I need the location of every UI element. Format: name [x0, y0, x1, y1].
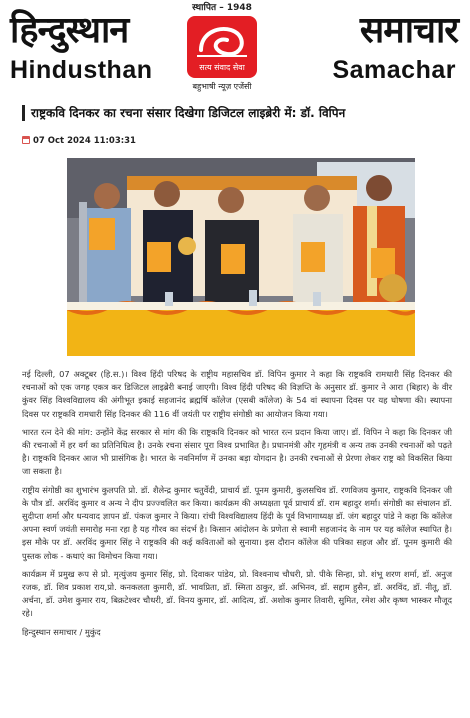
article-body	[22, 368, 452, 639]
article-paragraph: नई दिल्ली, 07 अक्टूबर (हि.स.)। विश्व हिंदी परिषद के राष्ट्रीय महासचिव डॉ. विपिन कुमार ने कहा कि राष्ट्रकवि रामधारी सिंह दिनकर की रचनाओं को एक जगह एकत्र कर डिजिटल लाइब्रेरी बनाई जाएगी। विश्व हिंदी परिषद की विज्ञप्ति के अनुसार डॉ. कुमार ने आरा (बिहार) के वीर कुंवर सिंह विश्वविद्यालय की अंगीभूत इकाई सहजानंद ब्रह्मर्षि कॉलेज (एसबी कॉलेज) के 54 वां स्थापना दिवस पर यह घोषणा की। स्थापना दिवस पर राष्ट्रकवि रामधारी सिंह दिनकर की 116 वीं जयंती पर राष्ट्रीय संगोष्ठी का आयोजन किया गया।	[22, 369, 452, 419]
event-photo-illustration	[67, 158, 415, 356]
logo-text: सत्य संवाद सेवा	[199, 63, 245, 72]
established-label: स्थापित – 1948	[192, 3, 252, 13]
brand-hindi-right: समाचार	[359, 9, 458, 51]
conch-logo-icon	[187, 16, 257, 78]
article-paragraph: राष्ट्रीय संगोष्ठी का शुभारंभ कुलपति प्रो. डॉ. शैलेन्द्र कुमार चतुर्वेदी, प्राचार्य डॉ. पूनम कुमारी, कुलसचिव डॉ. रणविजय कुमार, राष्ट्रकवि दिनकर जी के पौत्र डॉ. अरविंद कुमार व अन्य ने दीप प्रज्ज्वलित कर किया। कार्यक्रम की अध्यक्षता पूर्व प्राचार्य डॉ. राम बहादुर शर्मा। संगोष्ठी का संचालन डॉ. सुदीप्ता शर्मा और धन्यवाद ज्ञापन डॉ. पंकज कुमार ने किया। रांची विश्वविद्यालय हिंदी के पूर्व विभागाध्यक्ष डॉ. जंग बहादुर पांडे ने कहा कि कॉलेज अपना स्वर्ण जयंती समारोह मना रहा है यह गौरव का संदर्भ है। किसान आंदोलन के प्रणेता से स्वामी सहजानंद के नाम पर यह कॉलेज स्थापित है। इस मौके पर डॉ. अरविंद कुमार सिंह ने राष्ट्रकवि की कई कविताओं को सुनाया। इस दौरान कॉलेज की पत्रिका सहज और डॉ. पूनम कुमारी की पुस्तक लोक - कथाएं का विमोचन किया गया।	[22, 484, 452, 561]
article-date: 07 Oct 2024 11:03:31	[33, 136, 136, 146]
article-dateline	[22, 136, 136, 146]
article-paragraph: भारत रत्न देने की मांग: उन्होंने केंद्र सरकार से मांग की कि राष्ट्रकवि दिनकर को भारत रत्न प्रदान किया जाए। डॉ. विपिन ने कहा कि दिनकर जी की रचनाओं में हर वर्ग का प्रतिनिधित्व है। उनके रचना संसार पूरा विश्व प्रभावित है। प्रधानमंत्री और गृहमंत्री व अन्य तक उनकी रचनाओं को पढ़ते है। राष्ट्रकवि दिनकर आज भी प्रासंगिक है। भारत के नवनिर्माण में उनका बड़ा योगदान है। उनकी रचनाओं से प्रेरणा लेकर राष्ट्र को विकसित किया जा सकता है।	[22, 426, 452, 477]
article-photo	[67, 158, 415, 356]
brand-english-right: Samachar	[332, 56, 456, 84]
calendar-icon	[22, 136, 30, 144]
brand-logo-block	[180, 2, 264, 92]
article-signature: हिन्दुस्थान समाचार / मुकुंद	[22, 626, 101, 637]
agency-tagline: बहुभाषी न्यूज़ एजेंसी	[192, 82, 252, 91]
brand-english-left: Hindusthan	[10, 56, 153, 84]
article-paragraph: कार्यक्रम में प्रमुख रूप से प्रो. मृत्युंजय कुमार सिंह, प्रो. दिवाकर पांडेय, प्रो. विश्वनाथ चौधरी, प्रो. पीके सिन्हा, प्रो. शंभू शरण शर्मा, डॉ. अनुज रजक, डॉ. शिव प्रकाश राय,प्रो. कनकलता कुमारी, डॉ. भावप्रिता, डॉ. स्मिता ठाकुर, डॉ. अभिनव, डॉ. सद्दाम हुसैन, डॉ. अरविंद, डॉ. नीतू, डॉ. अर्चना, डॉ. उमेश कुमार राय, बिक्रटेश्वर चौधरी, डॉ. विनय कुमार, डॉ. आदित्य, डॉ. अशोक कुमार तिवारी, सुमित, रमेश और कृष्ण भास्कर मौजूद रहे।	[22, 568, 452, 619]
masthead	[0, 0, 470, 96]
article-headline: राष्ट्रकवि दिनकर का रचना संसार दिखेगा डिजिटल लाइब्रेरी में: डॉ. विपिन	[22, 105, 470, 121]
brand-hindi-left: हिन्दुस्थान	[10, 9, 129, 51]
